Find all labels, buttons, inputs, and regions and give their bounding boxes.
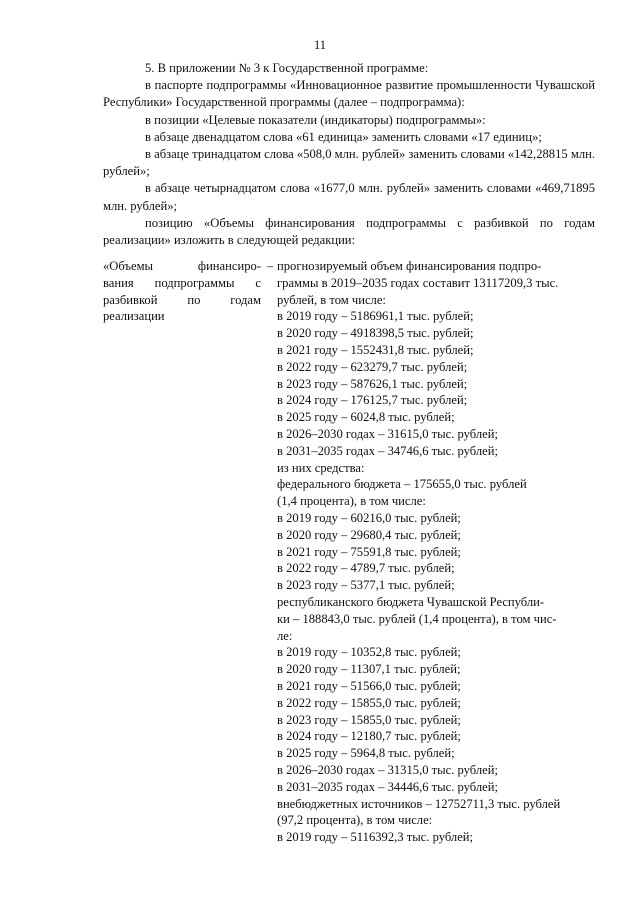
position-title-line [103, 308, 261, 325]
position-title-word: с [255, 275, 261, 290]
content-line: республиканского бюджета Чувашской Республи- [277, 594, 545, 609]
content-line: в 2020 году – 11307,1 тыс. рублей; [277, 662, 461, 677]
content-line: рублей, в том числе: [277, 292, 386, 307]
content-line: в 2019 году – 60216,0 тыс. рублей; [277, 510, 461, 525]
content-line: в 2025 году – 6024,8 тыс. рублей; [277, 410, 455, 425]
paragraph-target-indicators: в позиции «Целевые показатели (индикаторы) подпрограммы»: [145, 112, 486, 127]
content-line: в 2021 году – 75591,8 тыс. рублей; [277, 544, 461, 559]
content-line: в 2024 году – 176125,7 тыс. рублей; [277, 393, 468, 408]
content-line: (97,2 процента), в том числе: [277, 813, 433, 828]
content-line: в 2020 году – 4918398,5 тыс. рублей; [277, 326, 474, 341]
position-title-word: финансиро- [197, 259, 261, 273]
content-line: в 2031–2035 годах – 34746,6 тыс. рублей; [277, 443, 498, 458]
position-title-line [103, 292, 261, 309]
position-content [277, 258, 595, 846]
content-line: прогнозируемый объем финансирования подпро- [277, 259, 542, 273]
position-title-word: годам [230, 292, 261, 307]
position-title [103, 258, 261, 325]
content-line: в 2020 году – 29680,4 тыс. рублей; [277, 527, 461, 542]
content-line: федерального бюджета – 175655,0 тыс. рублей [277, 477, 527, 492]
content-line: в 2019 году – 5186961,1 тыс. рублей; [277, 309, 474, 324]
content-line: в 2021 году – 51566,0 тыс. рублей; [277, 678, 461, 693]
paragraph-twelfth: в абзаце двенадцатом слова «61 единица» заменить словами «17 единиц»; [145, 129, 542, 144]
content-line: в 2022 году – 623279,7 тыс. рублей; [277, 359, 468, 374]
paragraph-financing-position: позицию «Объемы финансирования подпрограммы с разбивкой по годам реализации» изложить в следующей редакции: [103, 215, 595, 248]
page-number: 11 [313, 38, 327, 52]
paragraph-fourteenth: в абзаце четырнадцатом слова «1677,0 млн. рублей» заменить словами «469,71895 млн. рублей»; [103, 181, 595, 213]
position-title-word: разбивкой [103, 292, 158, 307]
content-line: ки – 188843,0 тыс. рублей (1,4 процента), в том чис- [277, 611, 557, 626]
content-line: в 2026–2030 годах – 31615,0 тыс. рублей; [277, 426, 498, 441]
position-title-word: подпрограммы [154, 275, 235, 290]
content-line: из них средства: [277, 460, 365, 475]
content-line: в 2022 году – 15855,0 тыс. рублей; [277, 695, 461, 710]
content-line: в 2026–2030 годах – 31315,0 тыс. рублей; [277, 762, 498, 777]
content-line: в 2023 году – 587626,1 тыс. рублей; [277, 376, 468, 391]
separator-dash: – [266, 259, 274, 273]
content-line: граммы в 2019–2035 годах составит 13117209,3 тыс. [277, 275, 559, 290]
position-title-word: «Объемы [103, 259, 154, 273]
content-line: в 2022 году – 4789,7 тыс. рублей; [277, 561, 455, 576]
content-line: (1,4 процента), в том числе: [277, 494, 426, 509]
position-title-word: по [187, 292, 201, 307]
position-title-word: реализации [103, 309, 165, 324]
content-line: в 2024 году – 12180,7 тыс. рублей; [277, 729, 461, 744]
content-line: в 2019 году – 5116392,3 тыс. рублей; [277, 830, 474, 845]
content-line: в 2025 году – 5964,8 тыс. рублей; [277, 746, 455, 761]
content-line: в 2023 году – 5377,1 тыс. рублей; [277, 578, 455, 593]
content-line: ле: [277, 628, 293, 643]
paragraph-appendix-3: 5. В приложении № 3 к Государственной программе: [145, 61, 429, 75]
content-line: в 2021 году – 1552431,8 тыс. рублей; [277, 342, 474, 357]
position-title-line [103, 275, 261, 292]
position-title-word: вания [103, 275, 134, 290]
position-title-line [103, 258, 261, 275]
content-line: в 2019 году – 10352,8 тыс. рублей; [277, 645, 461, 660]
paragraph-thirteenth: в абзаце тринадцатом слова «508,0 млн. рублей» заменить словами «142,28815 млн. рублей»; [103, 147, 595, 179]
intro-text [103, 60, 595, 249]
content-line: в 2031–2035 годах – 34446,6 тыс. рублей; [277, 779, 498, 794]
content-line: внебюджетных источников – 12752711,3 тыс. рублей [277, 796, 561, 811]
paragraph-subprogram-passport: в паспорте подпрограммы «Инновационное развитие промышленности Чувашской Республики» Государственной программы (далее – подпрограмма): [103, 78, 595, 110]
content-line: в 2023 году – 15855,0 тыс. рублей; [277, 712, 461, 727]
